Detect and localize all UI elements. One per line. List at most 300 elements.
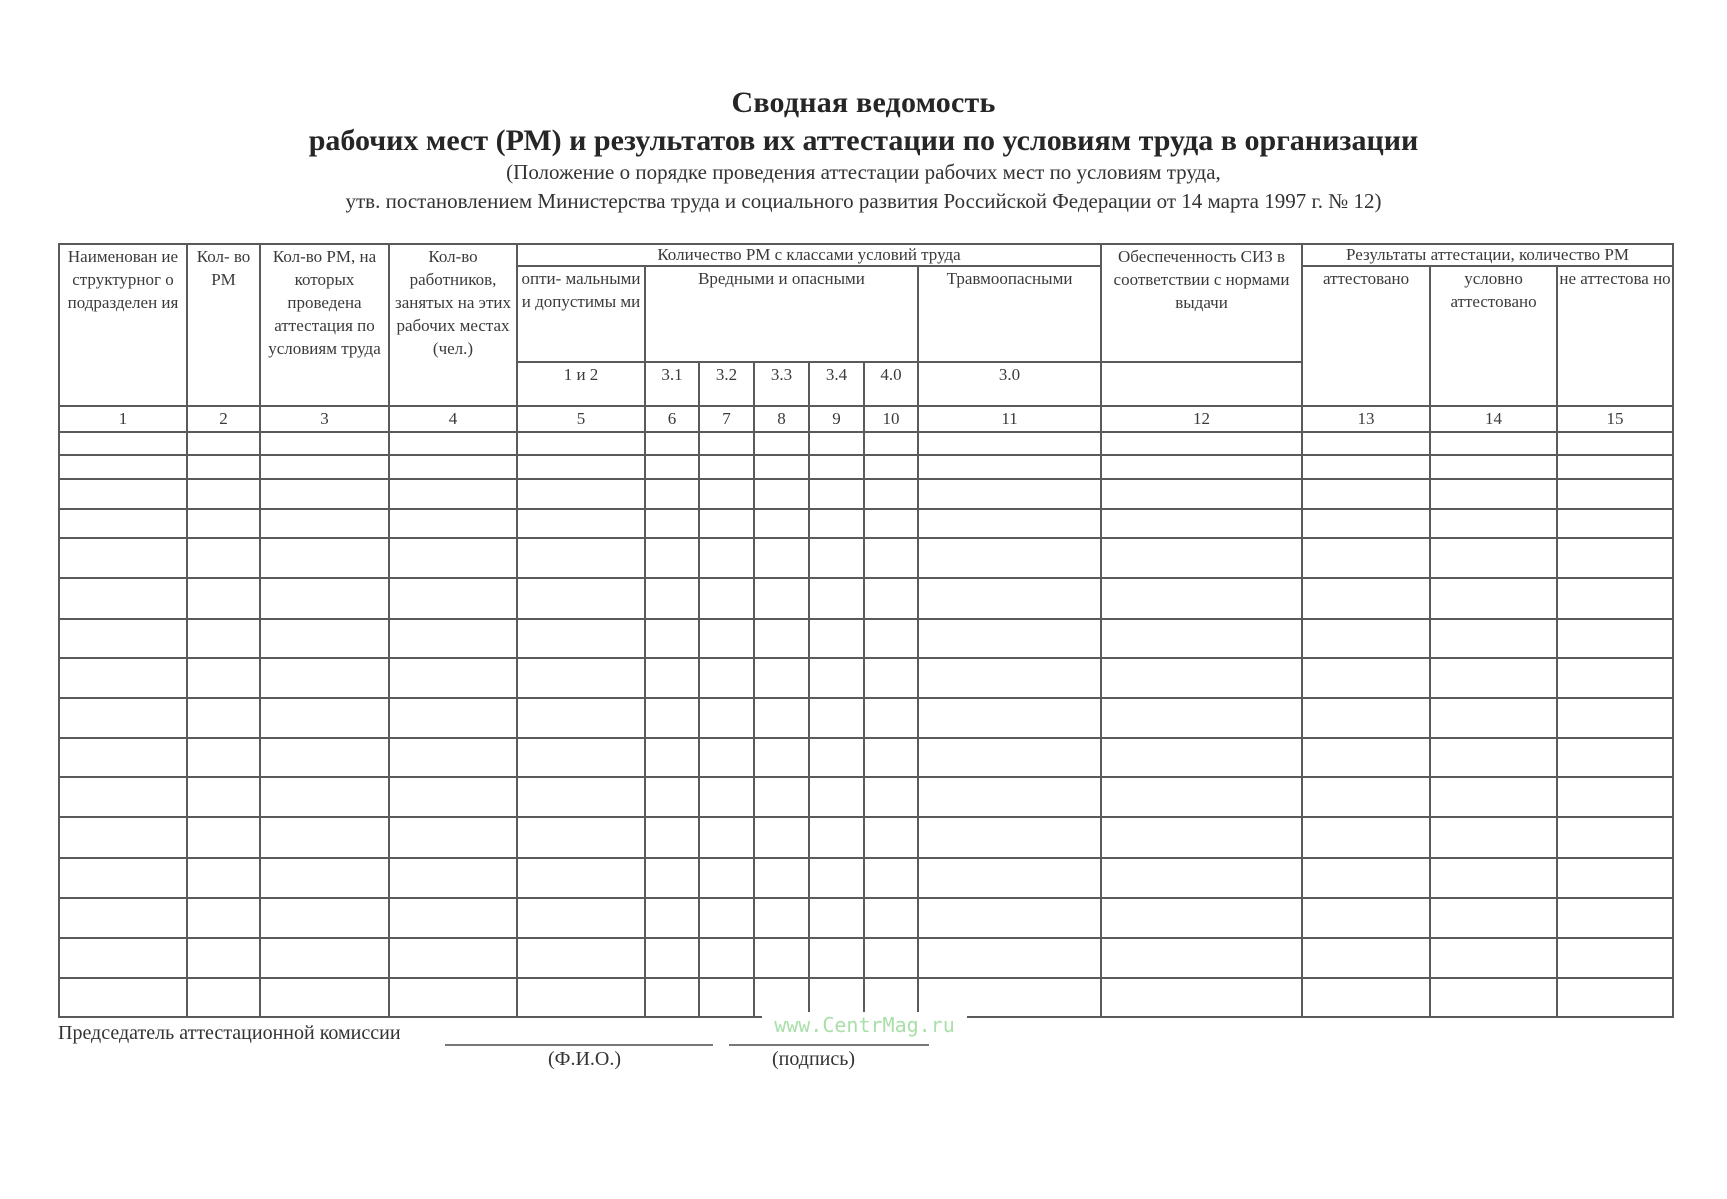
table-cell[interactable] xyxy=(187,455,260,479)
column-number-row xyxy=(59,406,1673,432)
table-cell[interactable] xyxy=(645,858,699,898)
table-cell[interactable] xyxy=(1101,432,1302,455)
table-cell[interactable] xyxy=(918,777,1101,817)
table-cell[interactable] xyxy=(699,938,754,978)
class-code-4-0: 4.0 xyxy=(864,362,918,406)
table-cell[interactable] xyxy=(260,538,389,578)
table-cell[interactable] xyxy=(260,738,389,777)
siz-code-cell xyxy=(1101,362,1302,406)
table-cell[interactable] xyxy=(517,619,645,658)
table-cell[interactable] xyxy=(389,777,517,817)
table-cell[interactable] xyxy=(187,578,260,619)
table-cell[interactable] xyxy=(59,858,187,898)
table-cell[interactable] xyxy=(754,479,809,509)
table-cell[interactable] xyxy=(517,432,645,455)
table-cell[interactable] xyxy=(1101,978,1302,1017)
table-cell[interactable] xyxy=(389,578,517,619)
table-cell[interactable] xyxy=(864,817,918,858)
table-cell[interactable] xyxy=(918,658,1101,698)
table-cell[interactable] xyxy=(864,898,918,938)
table-cell[interactable] xyxy=(260,455,389,479)
table-cell[interactable] xyxy=(1101,858,1302,898)
table-cell[interactable] xyxy=(1101,938,1302,978)
table-cell[interactable] xyxy=(1101,619,1302,658)
table-cell[interactable] xyxy=(1557,898,1673,938)
table-cell[interactable] xyxy=(699,619,754,658)
table-cell[interactable] xyxy=(260,817,389,858)
table-cell[interactable] xyxy=(1430,858,1557,898)
header-group-results: Результаты аттестации, количество РМ xyxy=(1302,244,1673,266)
table-cell[interactable] xyxy=(864,777,918,817)
table-cell[interactable] xyxy=(389,898,517,938)
table-cell[interactable] xyxy=(864,698,918,738)
table-row xyxy=(59,698,1673,738)
column-number: 6 xyxy=(645,406,699,432)
table-cell[interactable] xyxy=(918,455,1101,479)
column-number: 1 xyxy=(59,406,187,432)
table-cell[interactable] xyxy=(645,938,699,978)
table-cell[interactable] xyxy=(754,455,809,479)
table-cell[interactable] xyxy=(754,698,809,738)
table-cell[interactable] xyxy=(1101,658,1302,698)
table-row xyxy=(59,898,1673,938)
table-cell[interactable] xyxy=(260,479,389,509)
table-cell[interactable] xyxy=(754,538,809,578)
table-cell[interactable] xyxy=(1302,538,1430,578)
table-cell[interactable] xyxy=(260,619,389,658)
table-cell[interactable] xyxy=(645,898,699,938)
column-number: 3 xyxy=(260,406,389,432)
fio-blank-line[interactable] xyxy=(445,1044,713,1046)
table-cell[interactable] xyxy=(809,578,864,619)
class-code-3-1: 3.1 xyxy=(645,362,699,406)
table-cell[interactable] xyxy=(809,479,864,509)
table-cell[interactable] xyxy=(1302,578,1430,619)
column-number: 5 xyxy=(517,406,645,432)
table-row xyxy=(59,455,1673,479)
table-cell[interactable] xyxy=(1101,538,1302,578)
table-cell[interactable] xyxy=(1557,978,1673,1017)
table-cell[interactable] xyxy=(809,698,864,738)
table-cell[interactable] xyxy=(645,578,699,619)
column-number: 11 xyxy=(918,406,1101,432)
table-cell[interactable] xyxy=(754,578,809,619)
header-siz: Обеспеченность СИЗ в соответствии с нормами выдачи xyxy=(1101,244,1302,362)
table-row xyxy=(59,858,1673,898)
table-cell[interactable] xyxy=(809,938,864,978)
table-cell[interactable] xyxy=(1302,619,1430,658)
table-cell[interactable] xyxy=(1302,698,1430,738)
table-cell[interactable] xyxy=(809,777,864,817)
table-cell[interactable] xyxy=(187,738,260,777)
table-cell[interactable] xyxy=(645,738,699,777)
table-cell[interactable] xyxy=(389,658,517,698)
table-cell[interactable] xyxy=(260,658,389,698)
class-code-3-2: 3.2 xyxy=(699,362,754,406)
table-cell[interactable] xyxy=(59,817,187,858)
table-cell[interactable] xyxy=(864,538,918,578)
table-cell[interactable] xyxy=(645,619,699,658)
table-cell[interactable] xyxy=(1101,479,1302,509)
table-cell[interactable] xyxy=(699,578,754,619)
table-cell[interactable] xyxy=(59,938,187,978)
table-cell[interactable] xyxy=(699,455,754,479)
table-cell[interactable] xyxy=(918,619,1101,658)
table-cell[interactable] xyxy=(1302,777,1430,817)
table-cell[interactable] xyxy=(809,817,864,858)
table-cell[interactable] xyxy=(389,619,517,658)
table-cell[interactable] xyxy=(754,619,809,658)
table-cell[interactable] xyxy=(389,978,517,1017)
table-cell[interactable] xyxy=(260,578,389,619)
table-cell[interactable] xyxy=(187,938,260,978)
table-cell[interactable] xyxy=(187,858,260,898)
table-cell[interactable] xyxy=(1430,509,1557,538)
column-number: 7 xyxy=(699,406,754,432)
table-cell[interactable] xyxy=(1101,509,1302,538)
table-cell[interactable] xyxy=(645,777,699,817)
table-cell[interactable] xyxy=(1430,619,1557,658)
table-cell[interactable] xyxy=(1557,658,1673,698)
table-cell[interactable] xyxy=(517,858,645,898)
column-number: 2 xyxy=(187,406,260,432)
table-cell[interactable] xyxy=(754,738,809,777)
signature-caption: (подпись) xyxy=(772,1048,856,1070)
table-cell[interactable] xyxy=(1101,698,1302,738)
table-cell[interactable] xyxy=(260,858,389,898)
table-cell[interactable] xyxy=(517,698,645,738)
table-row xyxy=(59,479,1673,509)
table-cell[interactable] xyxy=(699,978,754,1017)
table-cell[interactable] xyxy=(864,658,918,698)
table-cell[interactable] xyxy=(1101,578,1302,619)
table-cell[interactable] xyxy=(699,698,754,738)
table-cell[interactable] xyxy=(389,509,517,538)
column-number: 9 xyxy=(809,406,864,432)
table-cell[interactable] xyxy=(1302,738,1430,777)
document-subtitle: рабочих мест (РМ) и результатов их аттестации по условиям труда в организации xyxy=(308,124,1419,157)
table-cell[interactable] xyxy=(1430,817,1557,858)
header-subdivision-name: Наименован ие структурног о подразделен ия xyxy=(59,244,187,406)
table-cell[interactable] xyxy=(1430,578,1557,619)
table-cell[interactable] xyxy=(187,432,260,455)
document-title: Сводная ведомость xyxy=(731,86,996,119)
table-cell[interactable] xyxy=(864,509,918,538)
table-cell[interactable] xyxy=(1302,658,1430,698)
table-cell[interactable] xyxy=(1430,479,1557,509)
table-cell[interactable] xyxy=(864,738,918,777)
table-cell[interactable] xyxy=(260,777,389,817)
table-row xyxy=(59,619,1673,658)
table-row xyxy=(59,938,1673,978)
table-cell[interactable] xyxy=(699,817,754,858)
table-cell[interactable] xyxy=(389,455,517,479)
table-cell[interactable] xyxy=(1430,738,1557,777)
table-cell[interactable] xyxy=(699,479,754,509)
table-cell[interactable] xyxy=(59,777,187,817)
table-cell[interactable] xyxy=(1557,698,1673,738)
table-row xyxy=(59,658,1673,698)
table-cell[interactable] xyxy=(517,777,645,817)
table-cell[interactable] xyxy=(1302,817,1430,858)
table-cell[interactable] xyxy=(1430,658,1557,698)
table-cell[interactable] xyxy=(699,738,754,777)
table-cell[interactable] xyxy=(1430,698,1557,738)
table-cell[interactable] xyxy=(1557,938,1673,978)
table-cell[interactable] xyxy=(645,479,699,509)
table-cell[interactable] xyxy=(645,817,699,858)
table-cell[interactable] xyxy=(1302,432,1430,455)
table-body xyxy=(59,432,1673,1017)
table-cell[interactable] xyxy=(1302,858,1430,898)
table-cell[interactable] xyxy=(59,658,187,698)
table-cell[interactable] xyxy=(1557,509,1673,538)
table-cell[interactable] xyxy=(187,698,260,738)
table-cell[interactable] xyxy=(517,455,645,479)
table-row xyxy=(59,817,1673,858)
table-cell[interactable] xyxy=(699,509,754,538)
header-rm-count: Кол- во РМ xyxy=(187,244,260,406)
table-cell[interactable] xyxy=(699,432,754,455)
table-cell[interactable] xyxy=(389,698,517,738)
table-cell[interactable] xyxy=(754,898,809,938)
table-cell[interactable] xyxy=(1557,777,1673,817)
table-cell[interactable] xyxy=(260,509,389,538)
table-cell[interactable] xyxy=(809,432,864,455)
table-cell[interactable] xyxy=(645,698,699,738)
header-row-1 xyxy=(59,244,1673,266)
table-cell[interactable] xyxy=(187,898,260,938)
table-cell[interactable] xyxy=(187,777,260,817)
table-cell[interactable] xyxy=(59,455,187,479)
table-cell[interactable] xyxy=(1557,738,1673,777)
table-cell[interactable] xyxy=(59,479,187,509)
table-cell[interactable] xyxy=(1557,858,1673,898)
table-cell[interactable] xyxy=(389,538,517,578)
table-cell[interactable] xyxy=(59,432,187,455)
table-cell[interactable] xyxy=(809,509,864,538)
table-cell[interactable] xyxy=(187,538,260,578)
table-cell[interactable] xyxy=(864,858,918,898)
column-number: 4 xyxy=(389,406,517,432)
table-cell[interactable] xyxy=(1430,432,1557,455)
table-cell[interactable] xyxy=(809,658,864,698)
header-rm-certified-count: Кол-во РМ, на которых проведена аттестация по условиям труда xyxy=(260,244,389,406)
table-cell[interactable] xyxy=(59,738,187,777)
table-cell[interactable] xyxy=(59,898,187,938)
table-cell[interactable] xyxy=(645,455,699,479)
table-cell[interactable] xyxy=(864,432,918,455)
table-cell[interactable] xyxy=(1557,619,1673,658)
table-cell[interactable] xyxy=(699,658,754,698)
table-cell[interactable] xyxy=(809,538,864,578)
table-cell[interactable] xyxy=(1101,817,1302,858)
table-cell[interactable] xyxy=(645,509,699,538)
signature-blank-line[interactable] xyxy=(729,1044,929,1046)
regulation-note-line1: (Положение о порядке проведения аттестации рабочих мест по условиям труда, xyxy=(506,160,1221,184)
table-cell[interactable] xyxy=(517,738,645,777)
table-cell[interactable] xyxy=(1101,777,1302,817)
table-cell[interactable] xyxy=(517,658,645,698)
table-row xyxy=(59,432,1673,455)
table-cell[interactable] xyxy=(59,619,187,658)
table-cell[interactable] xyxy=(517,578,645,619)
table-cell[interactable] xyxy=(699,858,754,898)
table-cell[interactable] xyxy=(517,938,645,978)
table-cell[interactable] xyxy=(260,978,389,1017)
table-cell[interactable] xyxy=(517,509,645,538)
table-cell[interactable] xyxy=(1101,738,1302,777)
table-cell[interactable] xyxy=(864,479,918,509)
regulation-note-line2: утв. постановлением Министерства труда и социального развития Российской Федерации от 14 марта 1997 г. № 12) xyxy=(345,189,1382,213)
table-cell[interactable] xyxy=(918,698,1101,738)
table-row xyxy=(59,538,1673,578)
table-cell[interactable] xyxy=(918,858,1101,898)
table-cell[interactable] xyxy=(260,698,389,738)
table-row xyxy=(59,509,1673,538)
table-cell[interactable] xyxy=(389,738,517,777)
fio-caption: (Ф.И.О.) xyxy=(548,1048,622,1070)
table-cell[interactable] xyxy=(754,432,809,455)
table-cell[interactable] xyxy=(918,578,1101,619)
table-cell[interactable] xyxy=(809,455,864,479)
table-cell[interactable] xyxy=(389,479,517,509)
table-cell[interactable] xyxy=(59,538,187,578)
header-workers-count: Кол-во работников, занятых на этих рабочих местах (чел.) xyxy=(389,244,517,406)
table-cell[interactable] xyxy=(187,817,260,858)
table-cell[interactable] xyxy=(918,479,1101,509)
table-cell[interactable] xyxy=(699,777,754,817)
table-cell[interactable] xyxy=(918,509,1101,538)
table-cell[interactable] xyxy=(59,698,187,738)
table-row xyxy=(59,578,1673,619)
table-cell[interactable] xyxy=(809,898,864,938)
table-cell[interactable] xyxy=(1430,777,1557,817)
table-cell[interactable] xyxy=(517,817,645,858)
table-cell[interactable] xyxy=(59,978,187,1017)
header-group-classes: Количество РМ с классами условий труда xyxy=(517,244,1101,266)
table-cell[interactable] xyxy=(918,938,1101,978)
table-cell[interactable] xyxy=(918,538,1101,578)
table-cell[interactable] xyxy=(389,817,517,858)
table-cell[interactable] xyxy=(645,978,699,1017)
table-cell[interactable] xyxy=(1557,479,1673,509)
class-code-optimal: 1 и 2 xyxy=(517,362,645,406)
table-cell[interactable] xyxy=(809,858,864,898)
table-cell[interactable] xyxy=(1302,455,1430,479)
table-cell[interactable] xyxy=(1557,817,1673,858)
table-cell[interactable] xyxy=(517,978,645,1017)
table-cell[interactable] xyxy=(1430,538,1557,578)
table-cell[interactable] xyxy=(59,578,187,619)
table-cell[interactable] xyxy=(187,479,260,509)
header-harmful: Вредными и опасными xyxy=(645,266,918,362)
table-cell[interactable] xyxy=(754,658,809,698)
table-cell[interactable] xyxy=(864,619,918,658)
table-cell[interactable] xyxy=(389,858,517,898)
table-cell[interactable] xyxy=(864,578,918,619)
column-number: 15 xyxy=(1557,406,1673,432)
table-cell[interactable] xyxy=(1302,898,1430,938)
column-number: 13 xyxy=(1302,406,1430,432)
table-cell[interactable] xyxy=(645,658,699,698)
table-cell[interactable] xyxy=(918,898,1101,938)
watermark: www.CentrMag.ru xyxy=(762,1012,967,1038)
table-cell[interactable] xyxy=(918,432,1101,455)
table-cell[interactable] xyxy=(918,817,1101,858)
table-cell[interactable] xyxy=(59,509,187,538)
table-cell[interactable] xyxy=(260,898,389,938)
table-cell[interactable] xyxy=(864,938,918,978)
summary-table xyxy=(58,243,1674,1018)
table-cell[interactable] xyxy=(389,432,517,455)
table-cell[interactable] xyxy=(1430,455,1557,479)
header-not-certified: не аттестова но xyxy=(1557,266,1673,406)
table-cell[interactable] xyxy=(1430,978,1557,1017)
table-cell[interactable] xyxy=(1557,455,1673,479)
table-cell[interactable] xyxy=(260,432,389,455)
table-cell[interactable] xyxy=(187,978,260,1017)
column-number: 12 xyxy=(1101,406,1302,432)
class-code-3-3: 3.3 xyxy=(754,362,809,406)
table-cell[interactable] xyxy=(645,538,699,578)
header-conditionally-certified: условно аттестовано xyxy=(1430,266,1557,406)
header-optimal: опти- мальными и допустимы ми xyxy=(517,266,645,362)
class-code-3-4: 3.4 xyxy=(809,362,864,406)
table-cell[interactable] xyxy=(754,817,809,858)
table-cell[interactable] xyxy=(699,898,754,938)
table-cell[interactable] xyxy=(754,509,809,538)
table-cell[interactable] xyxy=(187,509,260,538)
table-cell[interactable] xyxy=(1557,432,1673,455)
table-cell[interactable] xyxy=(260,938,389,978)
table-cell[interactable] xyxy=(754,777,809,817)
class-code-traumatic: 3.0 xyxy=(918,362,1101,406)
table-cell[interactable] xyxy=(809,619,864,658)
table-row xyxy=(59,738,1673,777)
table-cell[interactable] xyxy=(1302,509,1430,538)
column-number: 14 xyxy=(1430,406,1557,432)
table-row xyxy=(59,777,1673,817)
table-cell[interactable] xyxy=(389,938,517,978)
table-cell[interactable] xyxy=(517,898,645,938)
table-cell[interactable] xyxy=(1430,938,1557,978)
table-cell[interactable] xyxy=(645,432,699,455)
table-cell[interactable] xyxy=(187,619,260,658)
table-cell[interactable] xyxy=(1430,898,1557,938)
table-cell[interactable] xyxy=(187,658,260,698)
column-number: 10 xyxy=(864,406,918,432)
table-cell[interactable] xyxy=(517,538,645,578)
table-cell[interactable] xyxy=(918,738,1101,777)
table-cell[interactable] xyxy=(754,858,809,898)
chairman-label: Председатель аттестационной комиссии xyxy=(58,1022,401,1044)
header-traumatic: Травмоопасными xyxy=(918,266,1101,362)
table-cell[interactable] xyxy=(754,938,809,978)
table-cell[interactable] xyxy=(1557,578,1673,619)
table-cell[interactable] xyxy=(1302,938,1430,978)
table-cell[interactable] xyxy=(1101,898,1302,938)
table-cell[interactable] xyxy=(1557,538,1673,578)
header-certified: аттестовано xyxy=(1302,266,1430,406)
table-cell[interactable] xyxy=(699,538,754,578)
table-cell[interactable] xyxy=(809,738,864,777)
table-cell[interactable] xyxy=(517,479,645,509)
table-cell[interactable] xyxy=(1302,978,1430,1017)
table-cell[interactable] xyxy=(1101,455,1302,479)
table-cell[interactable] xyxy=(1302,479,1430,509)
table-cell[interactable] xyxy=(864,455,918,479)
